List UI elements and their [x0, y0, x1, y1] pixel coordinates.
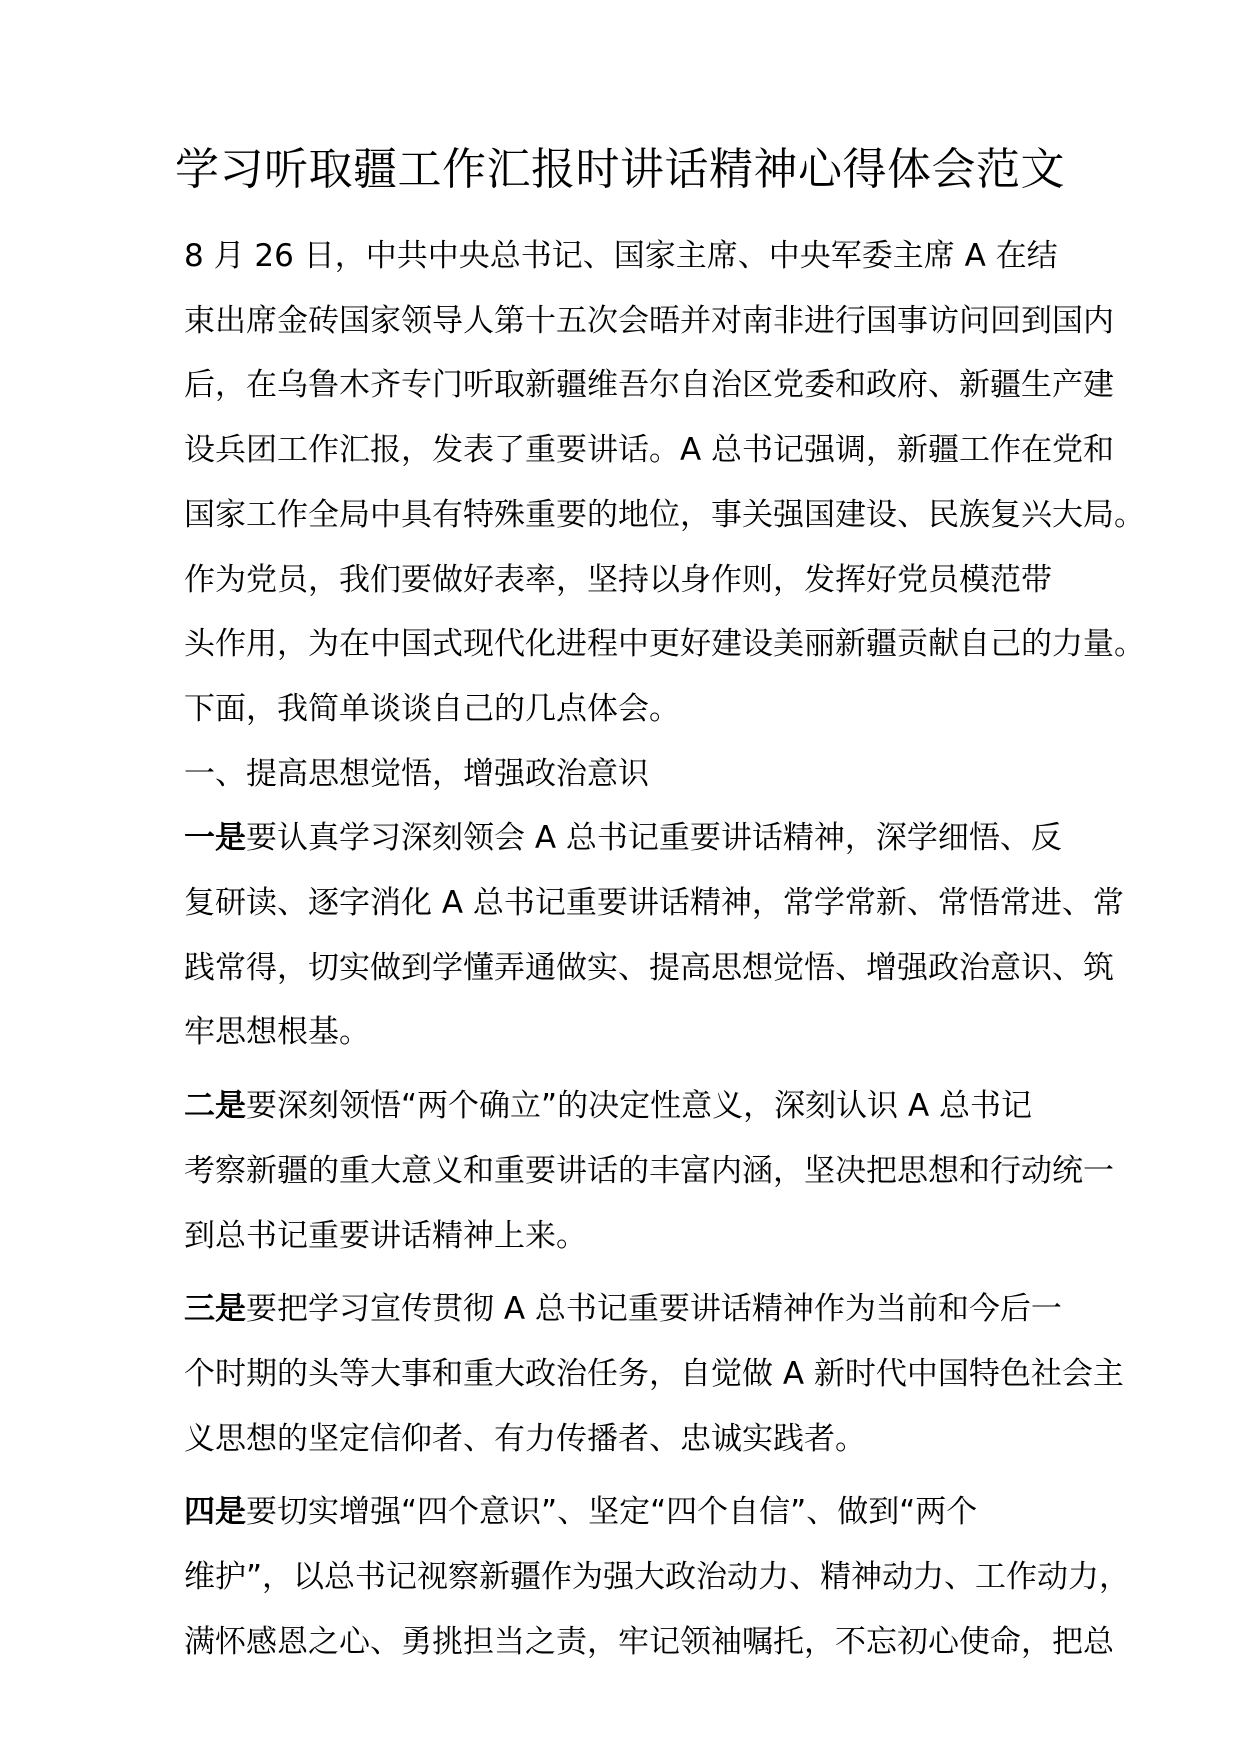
- text-line: [118, 1074, 1128, 1139]
- text-line: [118, 806, 1128, 871]
- text-line: 践常得，切实做到学懂弄通做实、提高思想觉悟、增强政治意识、筑: [184, 949, 1114, 986]
- point-lead: 四是: [184, 1494, 246, 1531]
- point-lead: 三是: [184, 1291, 246, 1328]
- paragraph-gap: [118, 1268, 1128, 1277]
- text-line: [118, 1480, 1128, 1545]
- text-line: 作为党员，我们要做好表率，坚持以身作则，发挥好党员模范带: [184, 561, 1052, 598]
- text-line: 8 月 26 日，中共中央总书记、国家主席、中央军委主席 A 在结: [184, 238, 1058, 274]
- paragraph-point-4: [118, 1480, 1131, 1674]
- text-line: 义思想的坚定信仰者、有力传播者、忠诚实践者。: [184, 1420, 866, 1457]
- text-line: 复研读、逐字消化 A 总书记重要讲话精神，常学常新、常悟常进、常: [184, 885, 1124, 922]
- text-line: 国家工作全局中具有特殊重要的地位，事关强国建设、民族复兴大局。: [184, 496, 1145, 533]
- text-segment: 要认真学习深刻领会 A 总书记重要讲话精神，深学细悟、反: [246, 820, 1062, 857]
- section-heading-text: 一、提高思想觉悟，增强政治意识: [184, 755, 649, 792]
- text-line: 到总书记重要讲话精神上来。: [184, 1217, 587, 1254]
- paragraph-role: [118, 548, 1145, 742]
- document-title: 学习听取疆工作汇报时讲话精神心得体会范文: [175, 144, 1065, 195]
- paragraph-point-3: [118, 1277, 1128, 1471]
- point-lead: 二是: [184, 1088, 246, 1125]
- document-body: [118, 224, 1145, 1674]
- text-segment: 要深刻领悟“两个确立”的决定性意义，深刻认识 A 总书记: [246, 1088, 1033, 1125]
- text-line: [118, 1277, 1128, 1342]
- section-heading: [118, 742, 1128, 807]
- paragraph-point-2: [118, 1074, 1128, 1268]
- text-line: 后，在乌鲁木齐专门听取新疆维吾尔自治区党委和政府、新疆生产建: [184, 367, 1114, 404]
- paragraph-gap: [118, 1471, 1128, 1480]
- point-lead: 一是: [184, 820, 246, 857]
- text-line: 维护”，以总书记视察新疆作为强大政治动力、精神动力、工作动力，: [184, 1559, 1131, 1596]
- paragraph-point-1: [118, 806, 1128, 1065]
- paragraph-intro: [118, 224, 1145, 548]
- text-line: 头作用，为在中国式现代化进程中更好建设美丽新疆贡献自己的力量。: [184, 626, 1145, 663]
- text-line: 下面，我简单谈谈自己的几点体会。: [184, 690, 680, 727]
- text-line: 考察新疆的重大意义和重要讲话的丰富内涵，坚决把思想和行动统一: [184, 1152, 1114, 1189]
- paragraph-gap: [118, 1065, 1128, 1074]
- text-line: 满怀感恩之心、勇挑担当之责，牢记领袖嘱托，不忘初心使命，把总: [184, 1623, 1114, 1660]
- text-line: 束出席金砖国家领导人第十五次会晤并对南非进行国事访问回到国内: [184, 302, 1114, 339]
- text-line: 个时期的头等大事和重大政治任务，自觉做 A 新时代中国特色社会主: [184, 1355, 1124, 1392]
- text-line: 牢思想根基。: [184, 1014, 370, 1051]
- text-line: 设兵团工作汇报，发表了重要讲话。A 总书记强调，新疆工作在党和: [184, 432, 1115, 469]
- text-segment: 要切实增强“四个意识”、坚定“四个自信”、做到“两个: [246, 1494, 978, 1531]
- text-segment: 要把学习宣传贯彻 A 总书记重要讲话精神作为当前和今后一: [246, 1291, 1062, 1328]
